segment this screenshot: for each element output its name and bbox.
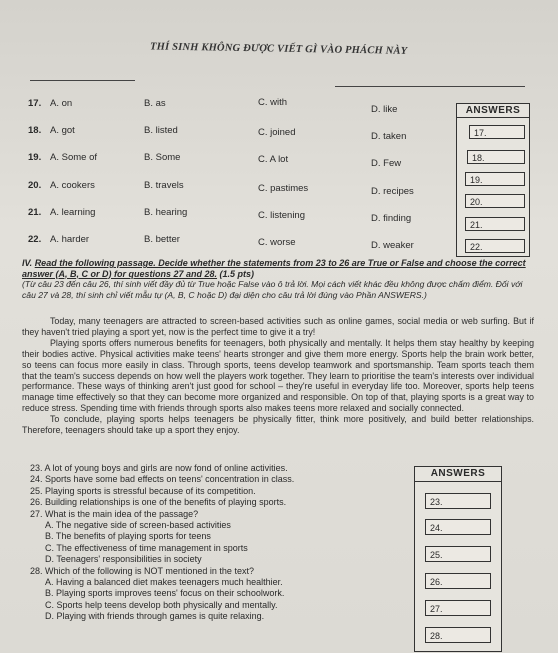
question-item: 25. Playing sports is stressful because of its competition. xyxy=(30,485,256,496)
option-d: D. finding xyxy=(371,213,412,224)
question-number: 18. xyxy=(28,125,42,136)
question-item: 27. What is the main idea of the passage? xyxy=(30,508,199,519)
question-number: 20. xyxy=(28,180,42,191)
answer-option: B. Playing sports improves teens' focus on their schoolwork. xyxy=(45,588,285,599)
question-list xyxy=(30,463,410,623)
answer-field-20[interactable]: 20. xyxy=(465,194,525,208)
option-c: C. with xyxy=(258,97,288,108)
option-c: C. joined xyxy=(258,127,296,138)
option-c: C. listening xyxy=(258,210,305,221)
option-c: C. pastimes xyxy=(258,183,309,194)
option-b: B. Some xyxy=(144,152,181,163)
answer-field-23[interactable]: 23. xyxy=(425,493,491,509)
answer-field-24[interactable]: 24. xyxy=(425,519,491,535)
answers-title: ANSWERS xyxy=(415,467,501,482)
question-item: 23. A lot of young boys and girls are now fond of online activities. xyxy=(30,463,288,473)
answer-field-21[interactable]: 21. xyxy=(465,217,525,231)
question-item: 26. Building relationships is one of the benefits of playing sports. xyxy=(30,497,287,508)
section-iv-instructions xyxy=(22,258,534,300)
answer-field-17[interactable]: 17. xyxy=(469,125,525,139)
mc-row xyxy=(28,125,448,142)
answers-title: ANSWERS xyxy=(457,104,529,118)
option-d: D. recipes xyxy=(371,186,414,197)
mc-row xyxy=(28,152,448,169)
option-b: B. travels xyxy=(144,180,184,191)
question-item: 24. Sports have some bad effects on teens' concentration in class. xyxy=(30,474,295,485)
question-number: 22. xyxy=(28,234,42,245)
option-b: B. hearing xyxy=(144,207,188,218)
passage-paragraph: To conclude, playing sports helps teenagers be physically fitter, think more positively, and build better relationships. Therefore, teenagers should take up a sport they enjoy. xyxy=(22,414,534,436)
answer-option: C. Sports help teens develop both physically and mentally. xyxy=(45,599,278,610)
answer-option: A. The negative side of screen-based activities xyxy=(45,520,231,531)
answers-box-bottom xyxy=(414,466,502,652)
answer-field-19[interactable]: 19. xyxy=(465,172,525,186)
cut-line-left xyxy=(30,80,135,81)
answer-field-26[interactable]: 26. xyxy=(425,573,491,589)
section-points: (1.5 pts) xyxy=(217,268,255,279)
option-c: C. A lot xyxy=(258,154,289,165)
answer-field-22[interactable]: 22. xyxy=(465,239,525,253)
section-instruction: Read the following passage. Decide whether the statements from 23 to 26 are True or False and choose the correct answer (A, B, C or D) for questions 27 and 28. xyxy=(22,258,526,279)
question-number: 17. xyxy=(28,98,42,109)
option-b: B. better xyxy=(144,234,180,245)
answer-option: C. The effectiveness of time management in sports xyxy=(45,542,248,553)
answer-option: D. Teenagers' responsibilities in society xyxy=(45,554,202,565)
answer-option: D. Playing with friends through games is quite relaxing. xyxy=(45,611,265,622)
mc-row xyxy=(28,97,448,115)
answer-field-27[interactable]: 27. xyxy=(425,600,491,616)
option-a: A. Some of xyxy=(50,152,97,163)
answer-field-28[interactable]: 28. xyxy=(425,627,491,643)
cut-line-right xyxy=(335,86,525,87)
option-b: B. as xyxy=(144,98,166,109)
answer-field-25[interactable]: 25. xyxy=(425,546,491,562)
reading-passage xyxy=(22,316,534,436)
option-d: D. like xyxy=(371,104,398,115)
option-c: C. worse xyxy=(258,237,296,248)
option-a: A. cookers xyxy=(50,180,95,191)
answer-field-18[interactable]: 18. xyxy=(467,150,525,164)
option-d: D. weaker xyxy=(371,240,414,251)
option-d: D. Few xyxy=(371,158,402,169)
option-a: A. on xyxy=(50,98,73,109)
option-d: D. taken xyxy=(371,131,407,142)
section-heading: IV. xyxy=(22,258,35,268)
answers-box-top xyxy=(456,103,530,257)
answer-option: A. Having a balanced diet makes teenagers much healthier. xyxy=(45,577,283,588)
page-header: THÍ SINH KHÔNG ĐƯỢC VIẾT GÌ VÀO PHÁCH NÀY xyxy=(149,41,408,57)
option-a: A. harder xyxy=(50,234,90,245)
mc-row xyxy=(28,207,448,224)
option-a: A. got xyxy=(50,125,75,136)
mc-row xyxy=(28,180,448,197)
option-a: A. learning xyxy=(50,207,96,218)
passage-paragraph: Today, many teenagers are attracted to screen-based activities such as online games, social media or web surfing. But if they haven't tried playing a sport yet, now is the perfect time to give it a try! xyxy=(22,316,534,337)
answer-option: B. The benefits of playing sports for teens xyxy=(45,531,211,542)
option-b: B. listed xyxy=(144,125,178,136)
question-number: 19. xyxy=(28,152,42,163)
section-note: (Từ câu 23 đến câu 26, thí sinh viết đầy đủ từ True hoặc False vào ô trả lời. Mọi cách viết khác đều không được chấm điểm. Đối với câu 27 và 28, thí sinh chỉ viết mẫu tự (A, B, C hoặc D) đại diện cho câu trả lời đúng vào Phần ANSWERS.) xyxy=(22,279,523,300)
question-number: 21. xyxy=(28,207,42,218)
question-item: 28. Which of the following is NOT mentioned in the text? xyxy=(30,565,254,576)
mc-row xyxy=(28,234,448,251)
passage-paragraph: Playing sports offers numerous benefits for teenagers, both physically and mentally. It helps them stay healthy by keeping their bodies active. Physical activities make teens' hearts stronger and give them more energy. Sports help the brain work better, so teens can focus more easily in class. Through sports, teens develop teamwork and sportsmanship. Team sports teach them that the team's success depends on how well the players work together. They learn to prioritise the team's interests over individual performance. These ways of thinking aren't just good for school – they're useful in everyday life too. Moreover, sports help teens manage time effectively so that they can become more organized and responsible. On top of that, playing sports is a great way to reduce stress. Spending time with friends through sports also makes teens more relaxed and socially connected. xyxy=(22,337,534,414)
